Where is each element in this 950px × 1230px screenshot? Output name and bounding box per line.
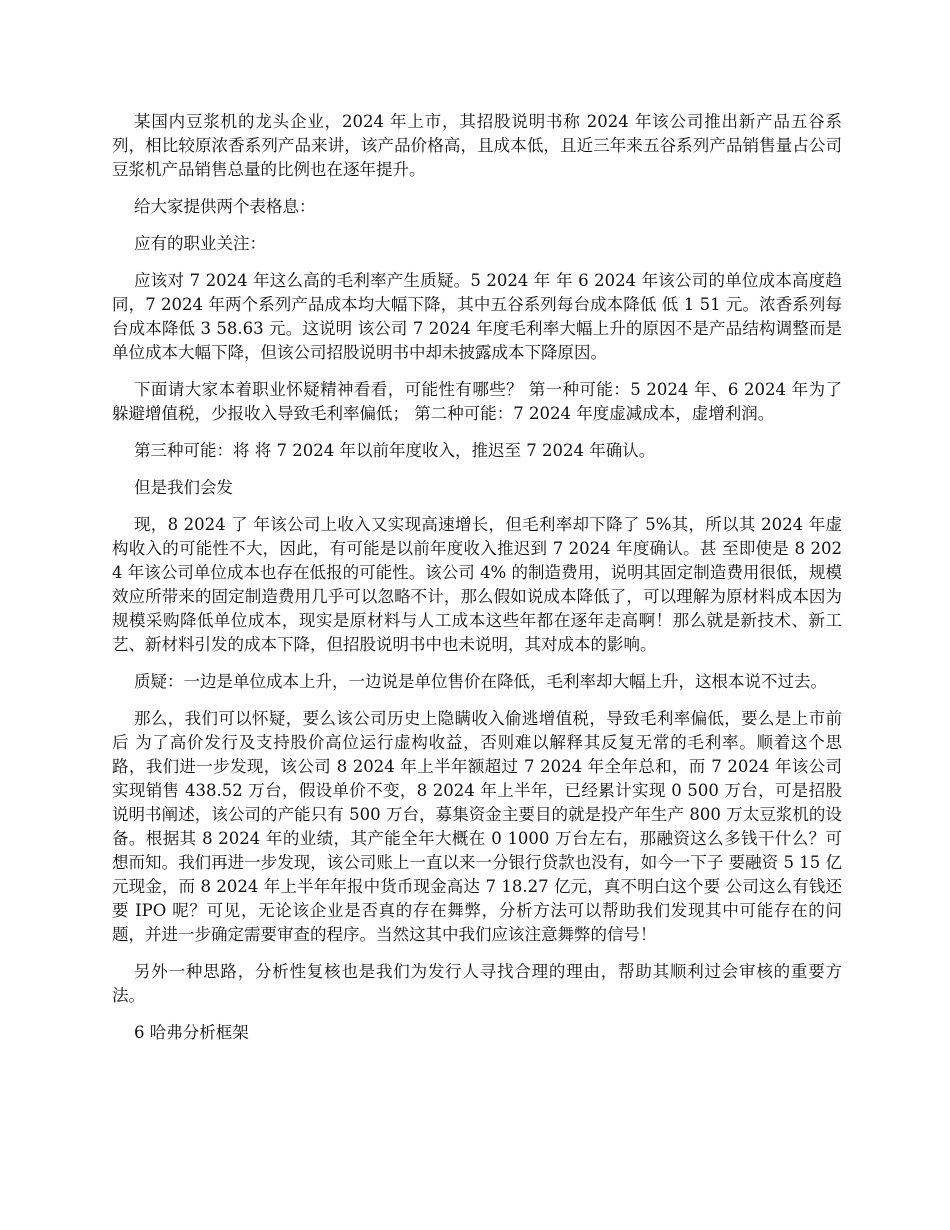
- paragraph-third-possibility: 第三种可能：将 将 7 2024 年以前年度收入，推迟至 7 2024 年确认。: [134, 441, 656, 460]
- paragraph-tables-note: 给大家提供两个表格息：: [134, 197, 316, 216]
- document-body: [112, 110, 842, 1058]
- paragraph-intro: 某国内豆浆机的龙头企业，2024 年上市，其招股说明书称 2024 年该公司推出新产品五谷系列，相比较原浓香系列产品来讲，该产品价格高，且成本低，且近三年来五谷系列产品销售量占公司豆浆机产品销售总量的比例也在逐年提升。: [112, 112, 842, 179]
- paragraph-suspicion-analysis: 那么，我们可以怀疑，要么该公司历史上隐瞒收入偷逃增值税，导致毛利率偏低，要么是上市前后 为了高价发行及支持股价高位运行虚构收益，否则难以解释其反复无常的毛利率。顺着这个思路，我们进一步发现，该公司 8 2024 年上半年额超过 7 2024 年全年总和，而 7 2024 年该公司实现销售 438.52 万台，假设单价不变，8 2024 年上半年，已经累计实现 0 500 万台，可是招股说明书阐述，该公司的产能只有 500 万台，募集资金主要目的就是投产年生产 800 万太豆浆机的设备。根据其 8 2024 年的业绩，其产能全年大概在 0 1000 万台左右，那融资这么多钱干什么？可想而知。我们再进一步发现，该公司账上一直以来一分银行贷款也没有，如今一下子 要融资 5 15 亿元现金，而 8 2024 年上半年年报中货币现金高达 7 18.27 亿元，真不明白这个要 公司这么有钱还要 IPO 呢？可见，无论该企业是否真的存在舞弊，分析方法可以帮助我们发现其中可能存在的问题，并进一步确定需要审查的程序。当然这其中我们应该注意舞弊的信号！: [112, 709, 842, 944]
- paragraph-possibilities: 下面请大家本着职业怀疑精神看看，可能性有哪些？ 第一种可能：5 2024 年、6 2024 年为了躲避增值税，少报收入导致毛利率偏低； 第二种可能：7 2024 年度虚减成本，虚增利润。: [112, 380, 842, 423]
- paragraph-gross-margin-doubt: 应该对 7 2024 年这么高的毛利率产生质疑。5 2024 年 年 6 2024 年该公司的单位成本高度趋同，7 2024 年两个系列产品成本均大幅下降，其中五谷系列每台成本降低 低 1 51 元。浓香系列每台成本降低 3 58.63 元。这说明 该公司 7 2024 年度毛利率大幅上升的原因不是产品结构调整而是单位成本大幅下降，但该公司招股说明书中却未披露成本下降原因。: [112, 271, 842, 362]
- paragraph-revenue-growth: 现，8 2024 了 年该公司上收入又实现高速增长，但毛利率却下降了 5%其，所以其 2024 年虚构收入的可能性不大，因此，有可能是以前年度收入推迟到 7 2024 年度确认。甚 至即使是 8 2024 年该公司单位成本也存在低报的可能性。该公司 4% 的制造费用，说明其固定制造费用很低，规模效应所带来的固定制造费用几乎可以忽略不计，那么假如说成本降低了，可以理解为原材料成本因为规模采购降低单位成本，现实是原材料与人工成本这些年都在逐年走高啊！那么就是新技术、新工艺、新材料引发的成本下降，但招股说明书中也未说明，其对成本的影响。: [112, 515, 842, 654]
- paragraph-but-we-find: 但是我们会发: [134, 478, 233, 497]
- paragraph-professional-concern: 应有的职业关注：: [134, 234, 266, 253]
- paragraph-doubt: 质疑：一边是单位成本上升，一边说是单位售价在降低，毛利率却大幅上升，这根本说不过去。: [134, 672, 827, 691]
- paragraph-alternative-thinking: 另外一种思路，分析性复核也是我们为发行人寻找合理的理由，帮助其顺利过会审核的重要方法。: [112, 962, 842, 1005]
- section-heading-harvard-framework: 6 哈弗分析框架: [134, 1023, 249, 1042]
